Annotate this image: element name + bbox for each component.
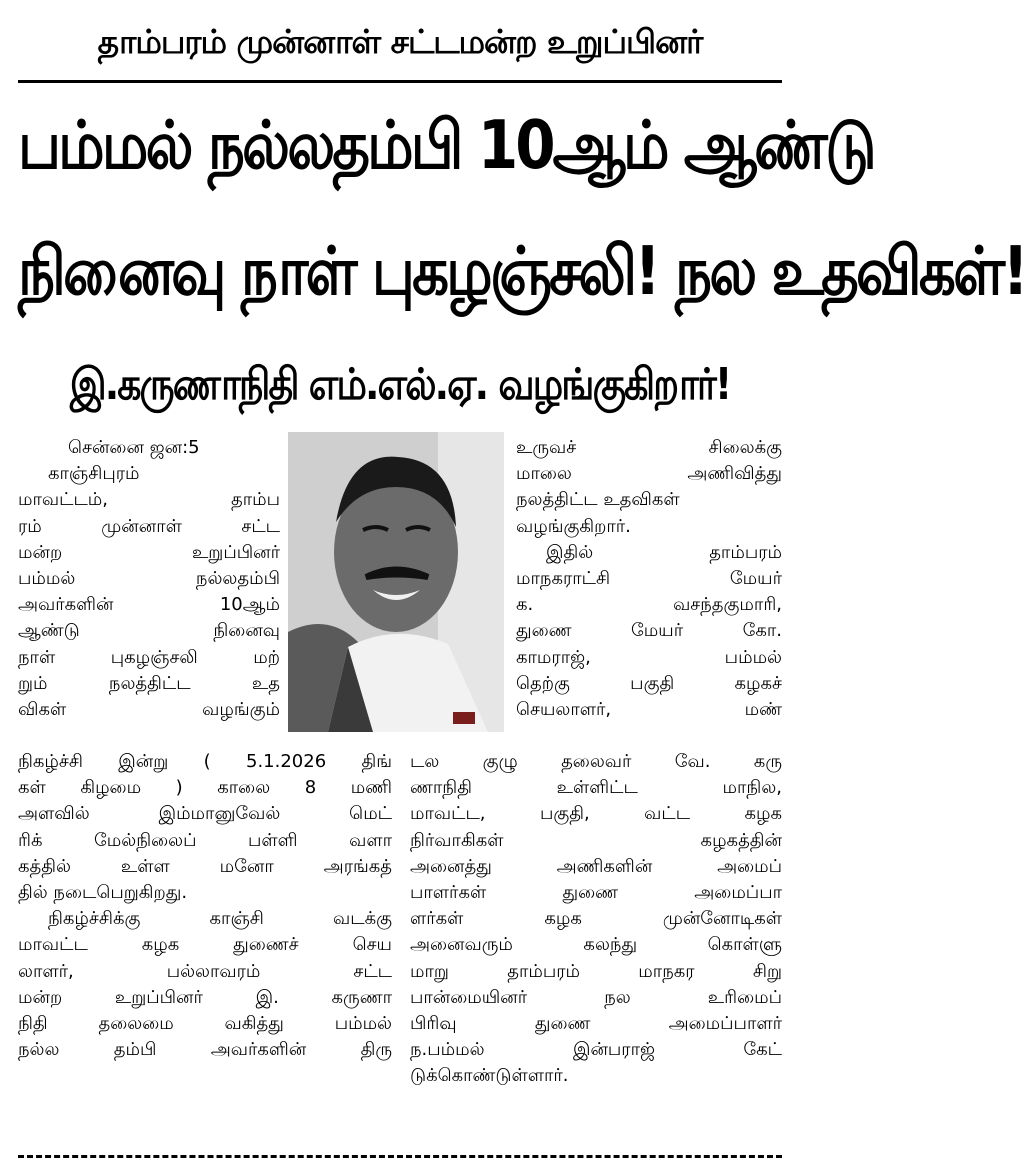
text-line: நாள் புகழஞ்சலி மற் [18,646,280,668]
text-line: நிகழ்ச்சி இன்று ( 5.1.2026 திங் [18,751,392,772]
text-line: கத்தில் உள்ள மனோ அரங்கத் [18,855,392,877]
text-line: உருவச் சிலைக்கு [516,437,782,458]
headline-line-2: நினைவு நாள் புகழஞ்சலி! நல உதவிகள்! [18,231,1026,311]
text-line: விகள் வழங்கும் [18,698,280,720]
text-line: மாவட்ட கழக துணைச் செய [18,934,392,956]
column-2-top [516,435,782,723]
portrait-illustration [288,432,504,732]
text-line: நிகழ்ச்சிக்கு காஞ்சி வடக்கு [48,908,392,930]
text-line: க. வசந்தகுமாரி, [516,594,782,616]
text-line: கள் கிழமை ) காலை 8 மணி [18,777,392,799]
text-line: காமராஜ், பம்மல் [516,646,782,668]
text-line: காஞ்சிபுரம் [48,463,140,485]
text-line: நலத்திட்ட உதவிகள் [516,489,680,511]
headline-line-1: பம்மல் நல்லதம்பி 10ஆம் ஆண்டு [18,105,874,185]
text-line: மாநகராட்சி மேயர் [516,567,782,589]
text-line: மாவட்டம், தாம்ப [18,489,280,511]
column-1-bottom [18,749,392,1063]
text-line: லாளர், பல்லாவரம் சட்ட [18,960,392,982]
text-line: இதில் தாம்பரம் [546,541,782,563]
text-line: பம்மல் நல்லதம்பி [18,567,280,589]
text-line: அவர்களின் 10ஆம் [18,594,280,616]
text-line: மன்ற உறுப்பினர் [18,541,280,563]
text-line: மாவட்ட, பகுதி, வட்ட கழக [410,803,782,825]
text-line: பாளர்கள் துணை அமைப்பா [410,881,782,903]
text-line: டுக்கொண்டுள்ளார். [410,1065,569,1087]
text-line: செயலாளர், மண் [516,698,782,720]
text-line: டல குழு தலைவர் வே. கரு [410,751,782,772]
column-2-bottom [410,749,782,1089]
text-line: ந.பம்மல் இன்பராஜ் கேட் [410,1039,782,1061]
text-line: துணை மேயர் கோ. [516,620,782,642]
text-line: பிரிவு துணை அமைப்பாளர் [410,1012,782,1034]
text-line: நிதி தலைமை வகித்து பம்மல் [18,1012,392,1034]
text-line: ளர்கள் கழக முன்னோடிகள் [410,908,782,930]
text-line: ரிக் மேல்நிலைப் பள்ளி வளா [18,829,392,851]
text-line: அளவில் இம்மானுவேல் மெட் [18,803,392,825]
subheadline: இ.கருணாநிதி எம்.எல்.ஏ. வழங்குகிறார்! [69,358,731,410]
text-line: றும் நலத்திட்ட உத [18,672,280,694]
text-line: ஆண்டு நினைவு [18,620,280,642]
text-line: மன்ற உறுப்பினர் இ. கருணா [18,986,392,1008]
text-line: தில் நடைபெறுகிறது. [18,881,188,903]
text-line: தெற்கு பகுதி கழகச் [516,672,782,694]
kicker-line: தாம்பரம் முன்னாள் சட்டமன்ற உறுப்பினர் [97,22,703,61]
portrait-photo [288,432,504,732]
bottom-dashed-rule [18,1155,782,1158]
text-line: பான்மையினர் நல உரிமைப் [410,986,782,1008]
column-1-top [18,435,280,723]
text-line: மாறு தாம்பரம் மாநகர சிறு [410,960,782,982]
dateline: சென்னை ஜன:5 [68,437,200,458]
text-line: நிர்வாகிகள் கழகத்தின் [410,829,782,851]
text-line: மாலை அணிவித்து [516,463,782,485]
text-line: ணாநிதி உள்ளிட்ட மாநில, [410,777,782,799]
text-line: வழங்குகிறார். [516,515,631,537]
text-line: ரம் முன்னாள் சட்ட [18,515,280,537]
text-line: அனைத்து அணிகளின் அமைப் [410,855,782,877]
text-line: நல்ல தம்பி அவர்களின் திரு [18,1039,392,1061]
top-rule [18,80,782,83]
text-line: அனைவரும் கலந்து கொள்ளு [410,934,782,956]
